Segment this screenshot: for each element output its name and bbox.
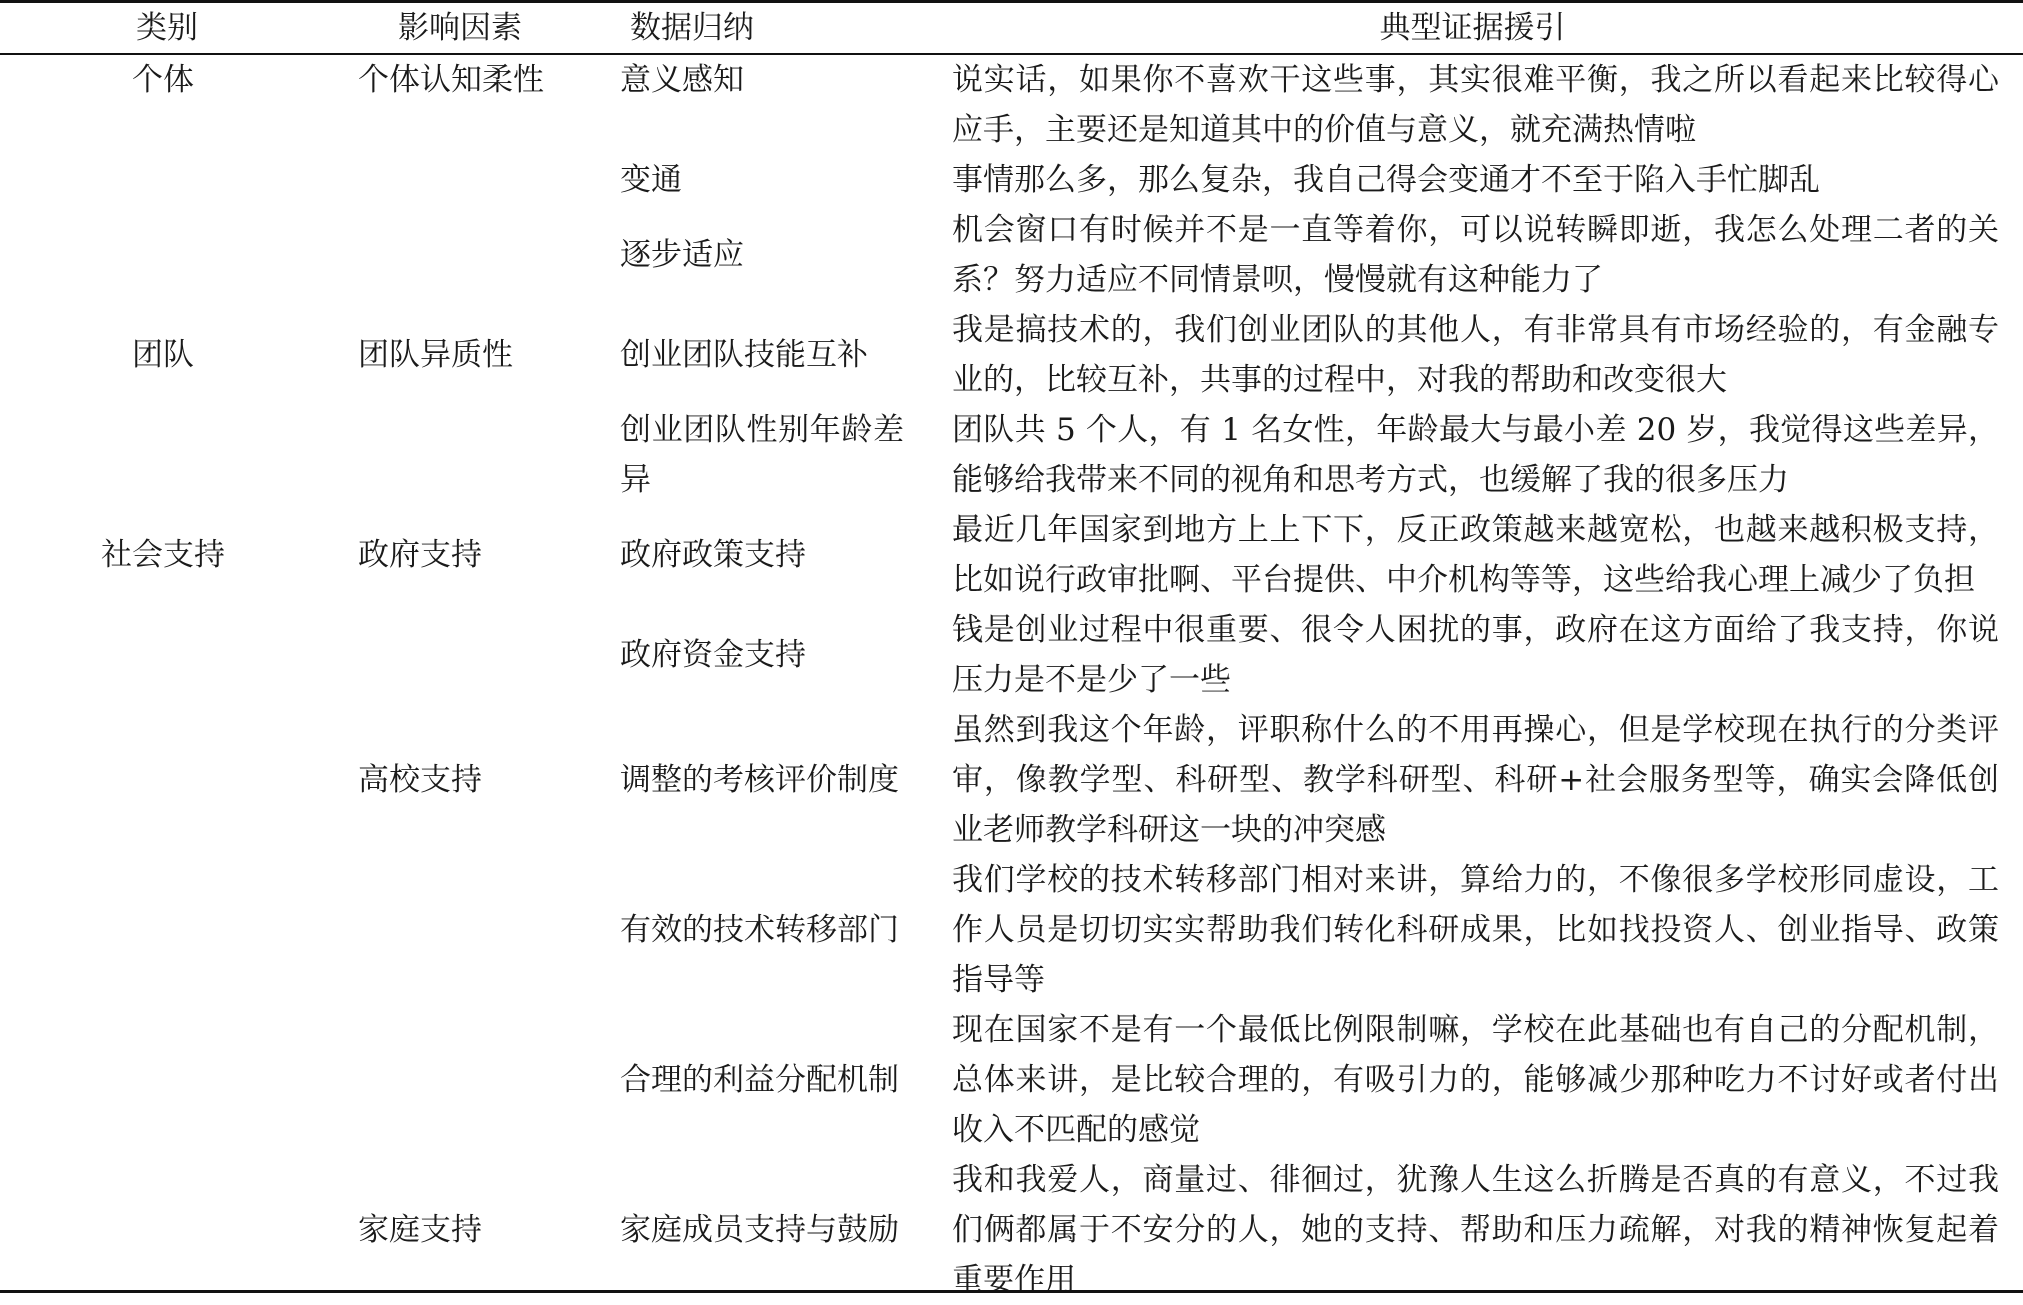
category-cell bbox=[0, 705, 334, 855]
data-cell: 逐步适应 bbox=[620, 237, 744, 273]
data-cell: 有效的技术转移部门 bbox=[620, 912, 899, 948]
data-cell: 调整的考核评价制度 bbox=[620, 762, 899, 798]
factor-cell bbox=[334, 155, 596, 205]
header-data: 数据归纳 bbox=[596, 2, 922, 55]
data-cell: 家庭成员支持与鼓励 bbox=[620, 1212, 899, 1248]
table-body bbox=[0, 54, 2023, 1305]
factor-cell: 团队异质性 bbox=[358, 337, 513, 373]
category-cell bbox=[0, 155, 334, 205]
data-cell: 合理的利益分配机制 bbox=[620, 1062, 899, 1098]
category-cell bbox=[0, 205, 334, 305]
factor-cell: 家庭支持 bbox=[358, 1212, 482, 1248]
data-cell: 创业团队性别年龄差异 bbox=[620, 412, 904, 498]
category-cell bbox=[0, 855, 334, 1005]
header-category: 类别 bbox=[0, 2, 334, 55]
factor-cell: 政府支持 bbox=[358, 537, 482, 573]
category-cell: 团队 bbox=[132, 337, 194, 373]
factor-cell bbox=[334, 205, 596, 305]
evidence-cell: 最近几年国家到地方上上下下，反正政策越来越宽松，也越来越积极支持，比如说行政审批啊、平台提供、中介机构等等，这些给我心理上减少了负担 bbox=[952, 512, 1999, 598]
category-cell: 个体 bbox=[132, 62, 194, 98]
data-cell: 政府资金支持 bbox=[620, 637, 806, 673]
evidence-cell: 说实话，如果你不喜欢干这些事，其实很难平衡，我之所以看起来比较得心应手，主要还是知道其中的价值与意义，就充满热情啦 bbox=[952, 62, 1999, 148]
evidence-cell: 我是搞技术的，我们创业团队的其他人，有非常具有市场经验的，有金融专业的，比较互补，共事的过程中，对我的帮助和改变很大 bbox=[952, 312, 1999, 398]
factor-cell bbox=[334, 405, 596, 505]
evidence-cell: 我和我爱人，商量过、徘徊过，犹豫人生这么折腾是否真的有意义，不过我们俩都属于不安分的人，她的支持、帮助和压力疏解，对我的精神恢复起着重要作用 bbox=[952, 1162, 1999, 1298]
category-cell bbox=[0, 1155, 334, 1305]
category-cell bbox=[0, 605, 334, 705]
evidence-cell: 现在国家不是有一个最低比例限制嘛，学校在此基础也有自己的分配机制，总体来讲，是比较合理的，有吸引力的，能够减少那种吃力不讨好或者付出收入不匹配的感觉 bbox=[952, 1012, 1999, 1148]
evidence-cell: 我们学校的技术转移部门相对来讲，算给力的，不像很多学校形同虚设，工作人员是切切实实帮助我们转化科研成果，比如找投资人、创业指导、政策指导等 bbox=[952, 862, 1999, 998]
factor-cell bbox=[334, 605, 596, 705]
evidence-cell: 钱是创业过程中很重要、很令人困扰的事，政府在这方面给了我支持，你说压力是不是少了一些 bbox=[952, 612, 1999, 698]
table-bottom-rule bbox=[0, 1290, 2023, 1293]
table-row bbox=[0, 305, 2023, 405]
header-row bbox=[0, 2, 2023, 55]
data-cell: 意义感知 bbox=[620, 62, 744, 98]
data-cell: 政府政策支持 bbox=[620, 537, 806, 573]
table-row bbox=[0, 54, 2023, 155]
table-row bbox=[0, 405, 2023, 505]
evidence-cell: 机会窗口有时候并不是一直等着你，可以说转瞬即逝，我怎么处理二者的关系？努力适应不同情景呗，慢慢就有这种能力了 bbox=[952, 212, 1999, 298]
table-row bbox=[0, 205, 2023, 305]
factor-cell bbox=[334, 1005, 596, 1155]
table-row bbox=[0, 705, 2023, 855]
data-cell: 变通 bbox=[620, 162, 682, 198]
table-row bbox=[0, 855, 2023, 1005]
table-row bbox=[0, 1155, 2023, 1305]
category-cell bbox=[0, 405, 334, 505]
table-row bbox=[0, 155, 2023, 205]
header-factor: 影响因素 bbox=[334, 2, 596, 55]
data-cell: 创业团队技能互补 bbox=[620, 337, 868, 373]
table-row bbox=[0, 505, 2023, 605]
evidence-cell: 虽然到我这个年龄，评职称什么的不用再操心，但是学校现在执行的分类评审，像教学型、科研型、教学科研型、科研+社会服务型等，确实会降低创业老师教学科研这一块的冲突感 bbox=[952, 712, 1999, 848]
factor-cell: 个体认知柔性 bbox=[358, 62, 544, 98]
header-evidence: 典型证据援引 bbox=[922, 2, 2023, 55]
table-header bbox=[0, 2, 2023, 55]
category-cell: 社会支持 bbox=[101, 537, 225, 573]
table-row bbox=[0, 605, 2023, 705]
factor-cell bbox=[334, 855, 596, 1005]
evidence-cell: 团队共 5 个人，有 1 名女性，年龄最大与最小差 20 岁，我觉得这些差异，能够给我带来不同的视角和思考方式，也缓解了我的很多压力 bbox=[952, 412, 1999, 498]
evidence-cell: 事情那么多，那么复杂，我自己得会变通才不至于陷入手忙脚乱 bbox=[952, 162, 1820, 198]
category-cell bbox=[0, 1005, 334, 1155]
table-row bbox=[0, 1005, 2023, 1155]
factor-cell: 高校支持 bbox=[358, 762, 482, 798]
